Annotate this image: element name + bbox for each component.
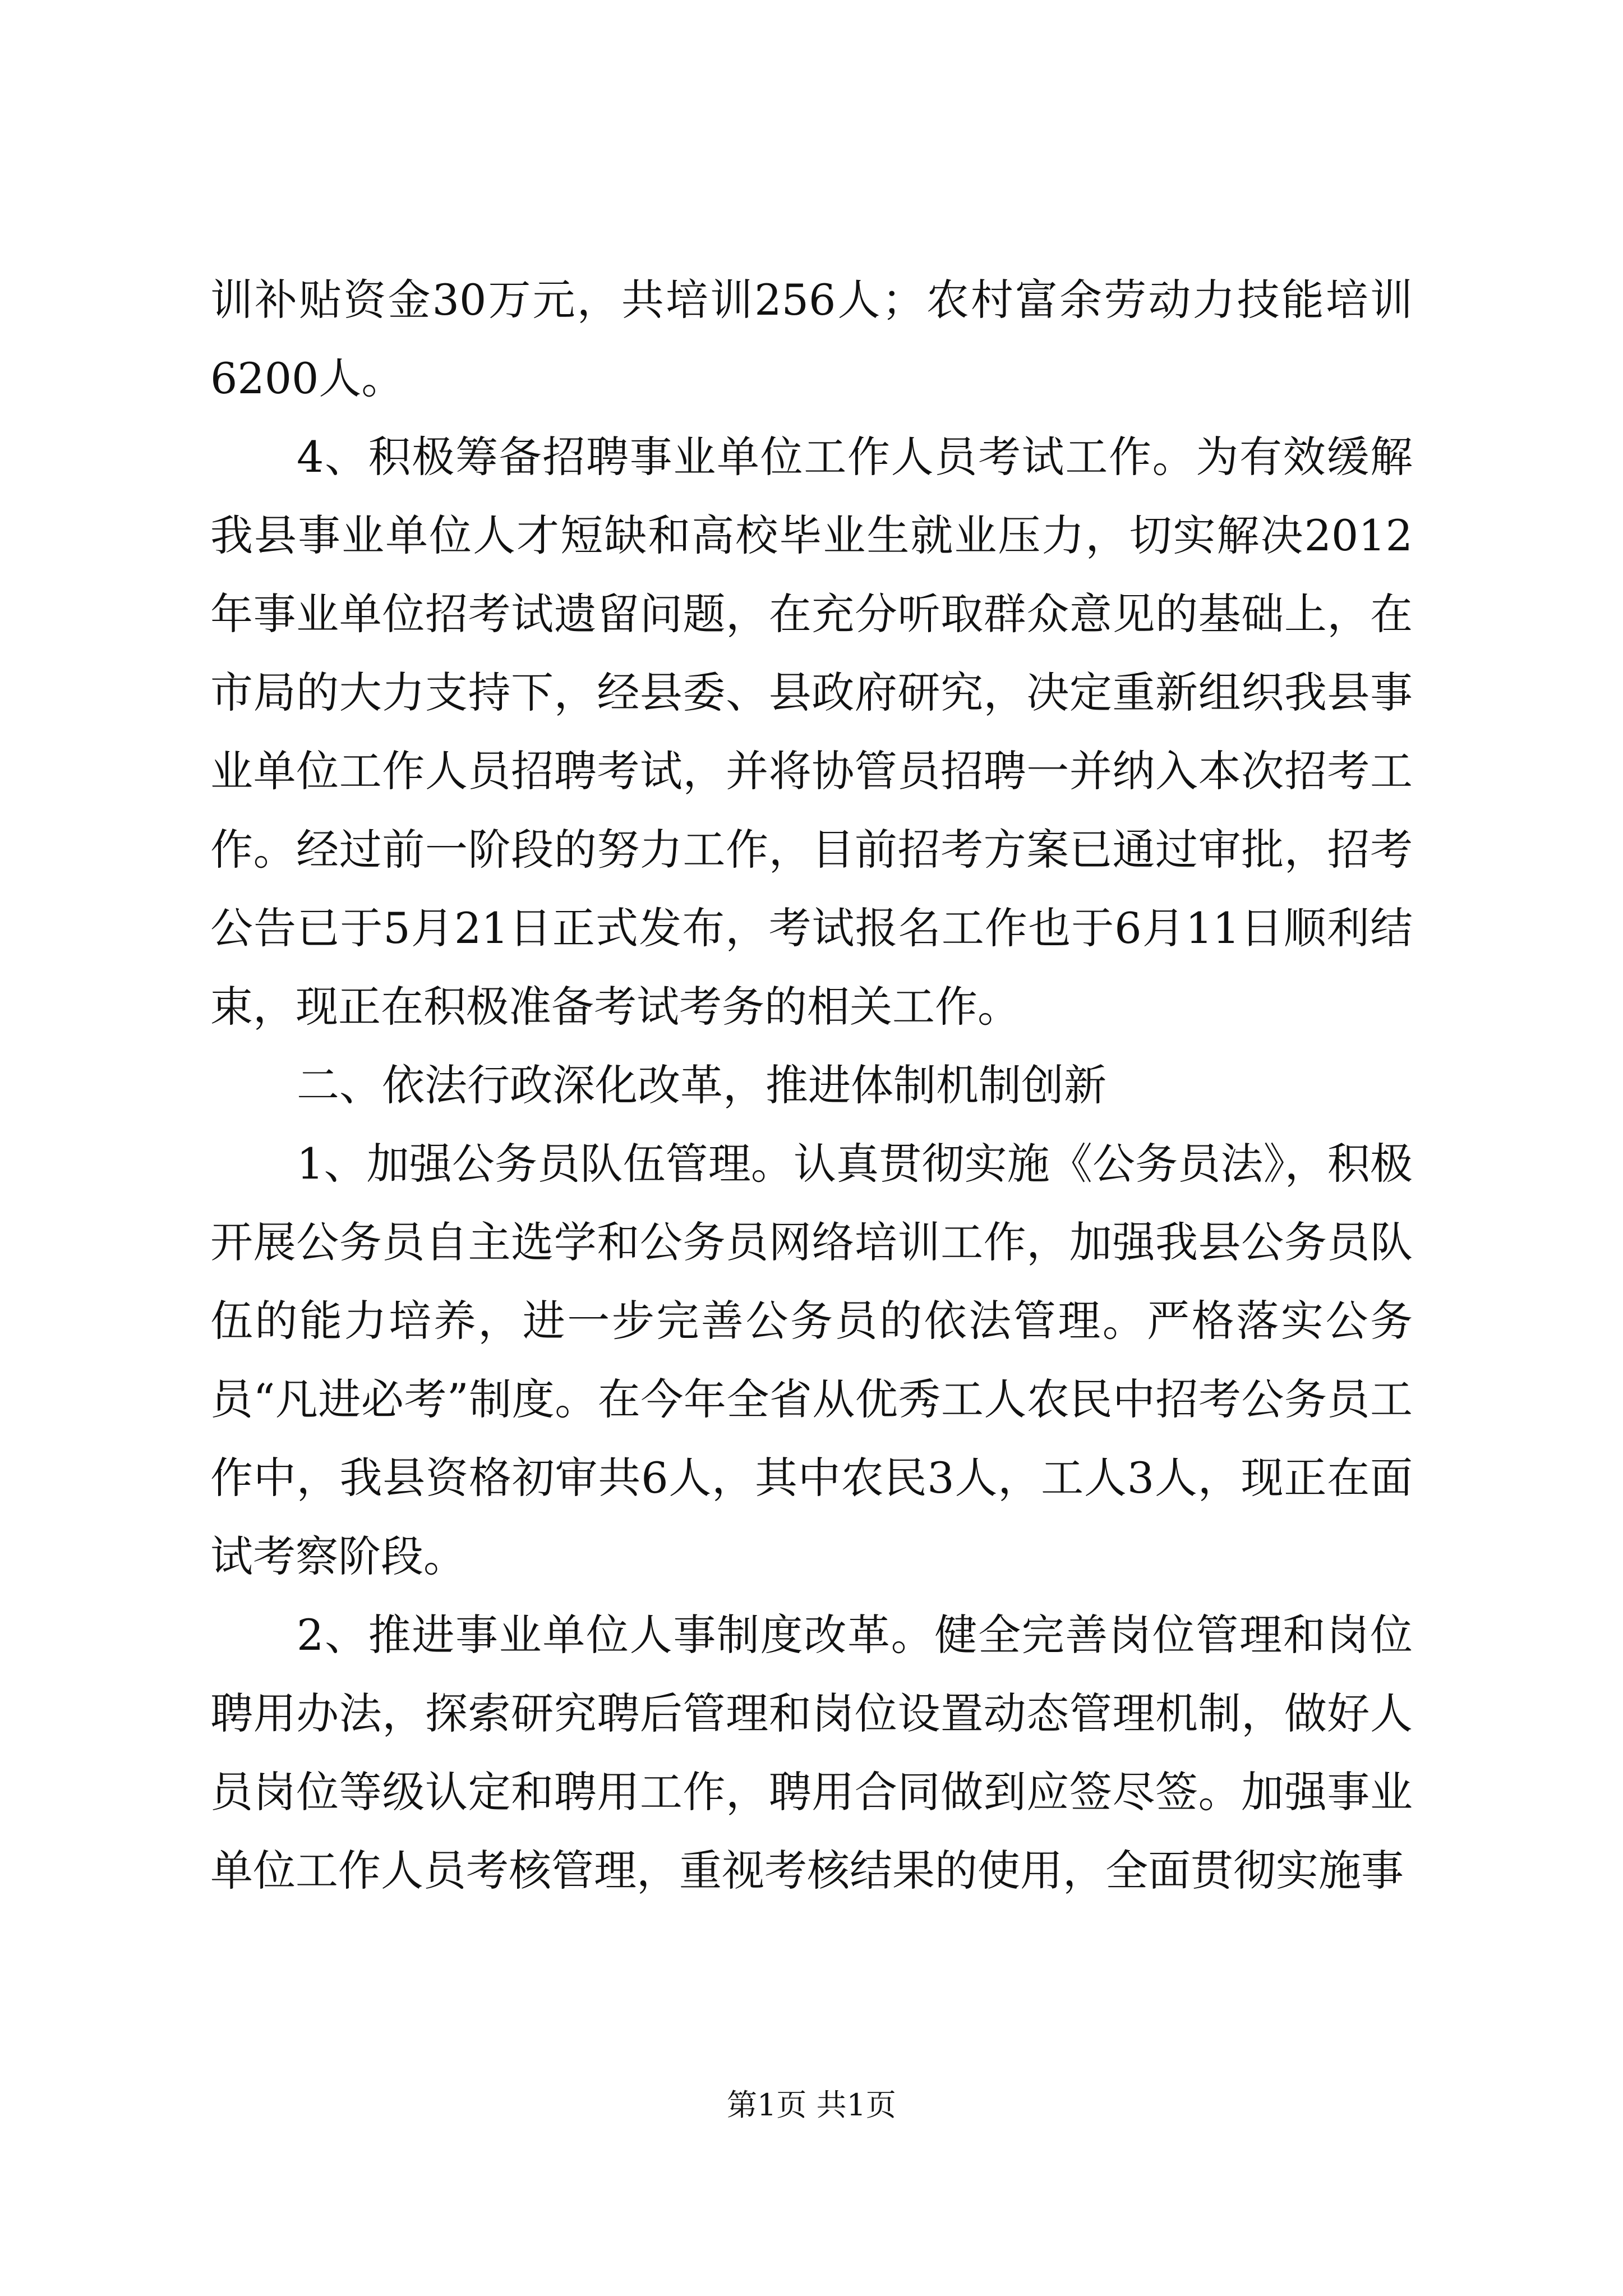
paragraph-2: 4、积极筹备招聘事业单位工作人员考试工作。为有效缓解我县事业单位人才短缺和高校毕业生就业压力，切实解决2012年事业单位招考试遗留问题，在充分听取群众意见的基础上，在市局的大力支持下，经县委、县政府研究，决定重新组织我县事业单位工作人员招聘考试，并将协管员招聘一并纳入本次招考工作。经过前一阶段的努力工作，目前招考方案已通过审批，招考公告已于5月21日正式发布，考试报名工作也于6月11日顺利结束，现正在积极准备考试考务的相关工作。	[210, 432, 1413, 1032]
paragraph-1: 训补贴资金30万元，共培训256人；农村富余劳动力技能培训6200人。	[210, 275, 1413, 403]
paragraph-4: 2、推进事业单位人事制度改革。健全完善岗位管理和岗位聘用办法，探索研究聘后管理和岗位设置动态管理机制，做好人员岗位等级认定和聘用工作，聘用合同做到应签尽签。加强事业单位工作人员考核管理，重视考核结果的使用，全面贯彻实施事	[210, 1610, 1413, 1895]
document-body	[210, 261, 1413, 1910]
paragraph-3: 1、加强公务员队伍管理。认真贯彻实施《公务员法》，积极开展公务员自主选学和公务员网络培训工作，加强我县公务员队伍的能力培养，进一步完善公务员的依法管理。严格落实公务员“凡进必考”制度。在今年全省从优秀工人农民中招考公务员工作中，我县资格初审共6人，其中农民3人，工人3人，现正在面试考察阶段。	[210, 1139, 1413, 1581]
section-heading: 二、依法行政深化改革，推进体制机制创新	[297, 1060, 1106, 1110]
page-footer: 第1页 共1页	[727, 2087, 896, 2123]
